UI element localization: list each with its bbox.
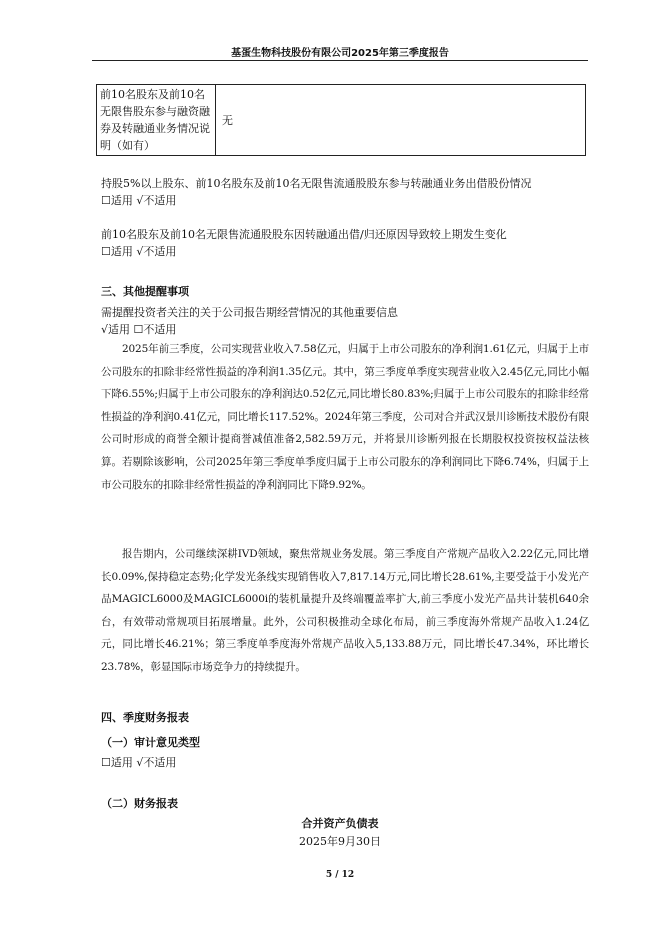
section-3-intro: 需提醒投资者关注的关于公司报告期经营情况的其他重要信息 xyxy=(101,306,398,319)
financial-statements-title: （二）财务报表 xyxy=(101,797,178,810)
table-label-cell: 前10名股东及前10名无限售股东参与融资融券及转融通业务情况说明（如有） xyxy=(97,85,216,156)
section-4-title: 四、季度财务报表 xyxy=(101,711,189,724)
balance-sheet-title: 合并资产负债表 xyxy=(301,817,379,830)
audit-opinion-choice: ☐适用 √不适用 xyxy=(101,756,177,769)
header-divider xyxy=(92,60,588,61)
section-3-choice: √适用 ☐不适用 xyxy=(101,323,177,336)
section-3-paragraph-1: 2025年前三季度，公司实现营业收入7.58亿元，归属于上市公司股东的净利润1.61亿元，归属于上市公司股东的扣除非经常性损益的净利润1.35亿元。其中，第三季度单季度实现营业收入2.45亿元,同比小幅下降6.55%;归属于上市公司股东的净利润达0.52亿元,同比增长80.83%;归属于上市公司股东的扣除非经常性损益的净利润0.41亿元，同比增长117.52%。2024年第三季度，公司对合并武汉景川诊断技术股份有限公司时形成的商誉全额计提商誉减值准备2,582.59万元，并将景川诊断列报在长期股权投资按权益法核算。若剔除该影响，公司2025年第三季度单季度归属于上市公司股东的净利润同比下降6.74%，归属于上市公司股东的扣除非经常性损益的净利润同比下降9.92%。 xyxy=(101,343,589,491)
section-3-title: 三、其他提醒事项 xyxy=(101,285,189,298)
page-number: 5 / 12 xyxy=(325,870,355,880)
section-3-paragraph-2: 报告期内，公司继续深耕IVD领域，聚焦常规业务发展。第三季度自产常规产品收入2.22亿元,同比增长0.09%,保持稳定态势;化学发光条线实现销售收入7,817.14万元,同比增长28.61%,主要受益于小发光产品MAGICL6000及MAGICL6000i的装机量提升及终端覆盖率扩大,前三季度小发光产品共计装机640余台，有效带动常规项目拓展增量。此外，公司积极推动全球化布局，前三季度海外常规产品收入1.24亿元，同比增长46.21%；第三季度单季度海外常规产品收入5,133.88万元，同比增长47.34%，环比增长23.78%，彰显国际市场竞争力的持续提升。 xyxy=(101,548,589,673)
table-row xyxy=(97,85,586,156)
lending-statement: 持股5%以上股东、前10名股东及前10名无限售流通股股东参与转融通业务出借股份情况 xyxy=(101,177,532,190)
lending-choice: ☐适用 √不适用 xyxy=(101,194,177,207)
audit-opinion-title: （一）审计意见类型 xyxy=(101,736,200,749)
balance-sheet-date: 2025年9月30日 xyxy=(299,835,381,848)
report-header: 基蛋生物科技股份有限公司2025年第三季度报告 xyxy=(231,48,449,59)
change-statement: 前10名股东及前10名无限售流通股股东因转融通出借/归还原因导致较上期发生变化 xyxy=(101,228,507,241)
shareholder-info-table xyxy=(96,84,586,156)
table-value-cell: 无 xyxy=(216,85,586,156)
change-choice: ☐适用 √不适用 xyxy=(101,245,177,258)
